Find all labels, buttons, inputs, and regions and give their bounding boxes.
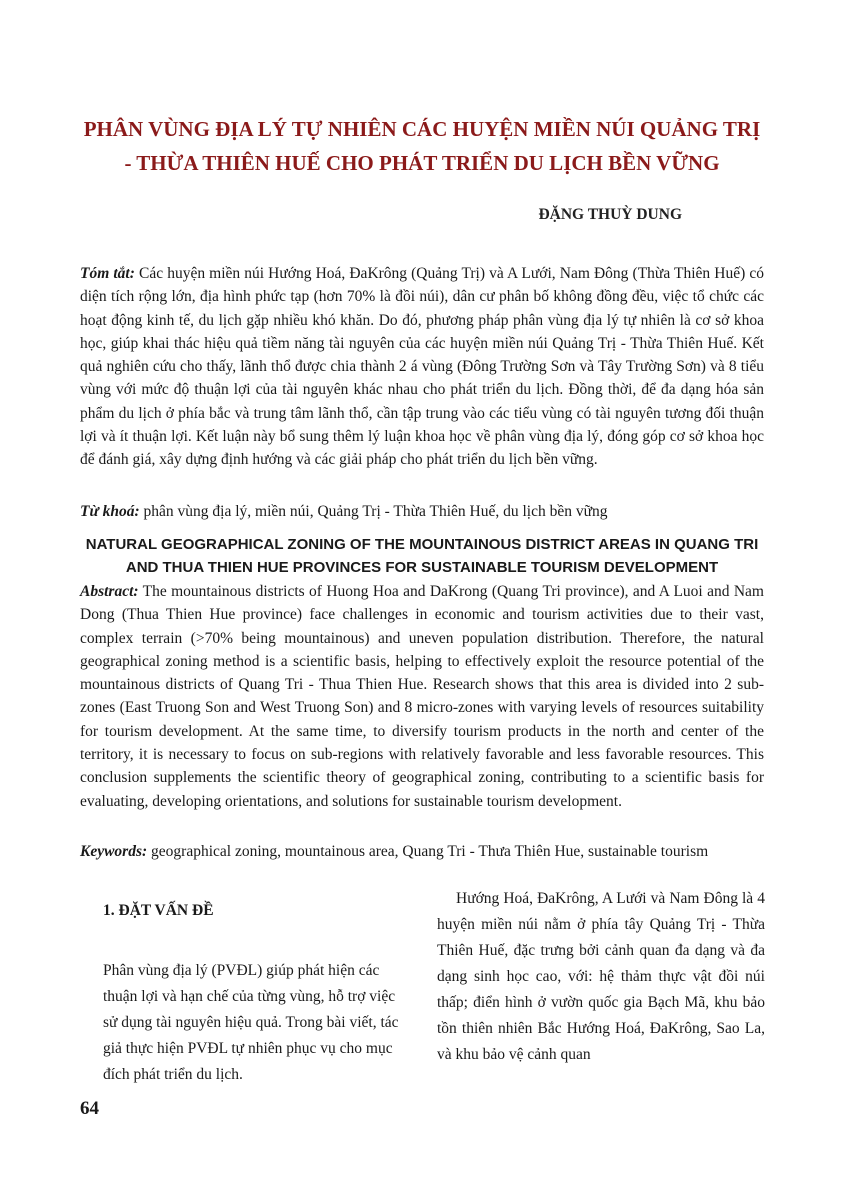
left-column <box>103 898 409 1088</box>
keywords-vi-text: phân vùng địa lý, miền núi, Quảng Trị - Thừa Thiên Huế, du lịch bền vững <box>139 503 608 520</box>
author-name: ĐẶNG THUỲ DUNG <box>538 206 682 223</box>
keywords-en-label: Keywords: <box>80 843 148 860</box>
section-paragraph <box>103 932 409 1088</box>
english-title: NATURAL GEOGRAPHICAL ZONING OF THE MOUNTAINOUS DISTRICT AREAS IN QUANG TRI AND THUA THIEN HUE PROVINCES FOR SUSTAINABLE TOURISM DEVELOPMENT <box>85 536 759 576</box>
abstract-vi-text: Các huyện miền núi Hướng Hoá, ĐaKrông (Quảng Trị) và A Lưới, Nam Đông (Thừa Thiên Huế) có diện tích rộng lớn, địa hình phức tạp (hơn 70% là đồi núi), dân cư phân bố không đồng đều, việc tổ chức các hoạt động kinh tế, du lịch gặp nhiều khó khăn. Do đó, phương pháp phân vùng địa lý tự nhiên là cơ sở khoa học, giúp khai thác hiệu quả tiềm năng tài nguyên của các huyện miền núi Quảng Trị - Thừa Thiên Huế. Kết quả nghiên cứu cho thấy, lãnh thổ được chia thành 2 á vùng (Đông Trường Sơn và Tây Trường Sơn) và 8 tiểu vùng với mức độ thuận lợi của tài nguyên khác nhau cho phát triển du lịch. Đồng thời, để đa dạng hóa sản phẩm du lịch ở phía bắc và trung tâm lãnh thổ, cần tập trung vào các tiểu vùng có tài nguyên tương đối thuận lợi và ít thuận lợi. Kết luận này bổ sung thêm lý luận khoa học về phân vùng địa lý, đóng góp cơ sở khoa học để đánh giá, xây dựng định hướng và các giải pháp cho phát triển du lịch bền vững. <box>80 265 764 469</box>
section-heading: 1. ĐẶT VẤN ĐỀ <box>103 902 214 919</box>
paper-title: PHÂN VÙNG ĐỊA LÝ TỰ NHIÊN CÁC HUYỆN MIỀN NÚI QUẢNG TRỊ - THỪA THIÊN HUẾ CHO PHÁT TRIỂN DU LỊCH BỀN VỮNG <box>83 117 761 175</box>
abstract-en-label: Abstract: <box>80 583 139 600</box>
page-number: 64 <box>80 1098 99 1119</box>
keywords-en-text: geographical zoning, mountainous area, Quang Tri - Thưa Thiên Hue, sustainable tourism <box>147 843 709 860</box>
abstract-en-text: The mountainous districts of Huong Hoa and DaKrong (Quang Tri province), and A Luoi and Nam Dong (Thua Thien Hue province) face challenges in economic and tourism activities due to their vast, complex terrain (>70% being mountainous) and uneven population distribution. Therefore, the natural geographical zoning method is a scientific basis, helping to effectively exploit the resource potential of the mountainous districts of Quang Tri - Thua Thien Hue. Research shows that this area is divided into 2 sub-zones (East Truong Son and West Truong Son) and 8 micro-zones with varying levels of resources suitability for tourism development. At the same time, to diversify tourism products in the north and center of the territory, it is necessary to focus on sub-regions with relatively favorable and less favorable resources. This conclusion supplements the scientific theory of geographical zoning, contributing to a scientific basis for evaluating, developing orientations, and solutions for sustainable tourism development. <box>80 583 764 810</box>
right-column-paragraph: Hướng Hoá, ĐaKrông, A Lưới và Nam Đông là 4 huyện miền núi nằm ở phía tây Quảng Trị - Thừa Thiên Huế, đặc trưng bởi cảnh quan đa dạng và đa dạng sinh học cao, với: hệ thảm thực vật đồi núi thấp; điển hình ở vườn quốc gia Bạch Mã, khu bảo tồn thiên nhiên Bắc Hướng Hoá, ĐaKrông, Sao La, và khu bảo vệ cảnh quan <box>437 890 765 1063</box>
section-paragraph-text: Phân vùng địa lý (PVĐL) giúp phát hiện các thuận lợi và hạn chế của từng vùng, hỗ trợ việc sử dụng tài nguyên hiệu quả. Trong bài viết, tác giả thực hiện PVĐL tự nhiên phục vụ cho mục đích phát triển du lịch. <box>103 962 399 1083</box>
keywords-vietnamese <box>80 500 764 524</box>
keywords-english <box>80 840 764 864</box>
abstract-english <box>80 580 764 813</box>
abstract-vi-label: Tóm tắt: <box>80 265 135 282</box>
abstract-vietnamese <box>80 262 764 472</box>
keywords-vi-label: Từ khoá: <box>80 503 140 520</box>
